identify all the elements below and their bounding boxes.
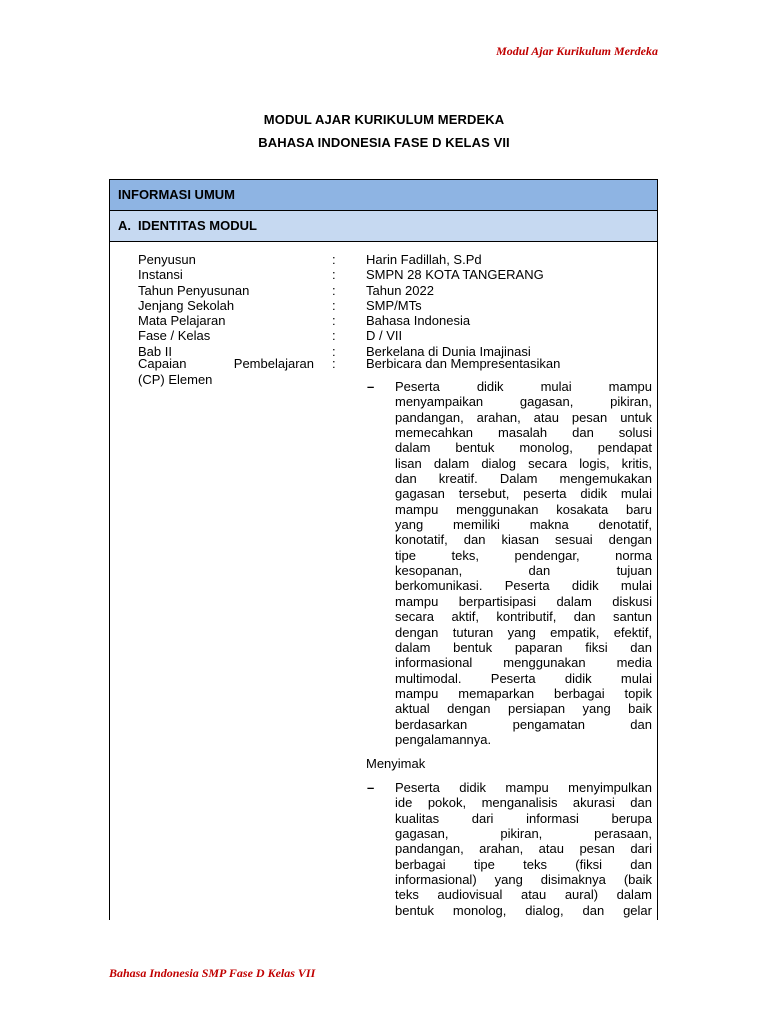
paragraph-line: konotatif, dan kiasan sesuai dengan — [395, 532, 652, 548]
paragraph-line: pandangan, arahan, atau pesan dari — [395, 841, 652, 857]
paragraph-berbicara — [395, 379, 652, 747]
identity-colon: : — [332, 328, 336, 344]
bullet-dash: – — [367, 780, 375, 795]
paragraph-line: secara aktif, kontributif, dan santun — [395, 609, 652, 625]
identity-value: SMP/MTs — [366, 297, 422, 313]
identity-label: Penyusun — [138, 252, 196, 267]
paragraph-line: berbagai tipe teks (fiksi dan — [395, 856, 652, 872]
identity-row — [110, 283, 657, 298]
identity-value: Harin Fadillah, S.Pd — [366, 252, 482, 267]
cp-colon: : — [332, 356, 336, 371]
identity-table — [109, 179, 658, 920]
bullet-dash: – — [367, 379, 375, 394]
paragraph-line: dan kreatif. Dalam mengemukakan — [395, 471, 652, 487]
document-title: MODUL AJAR KURIKULUM MERDEKA — [263, 112, 505, 127]
identity-row — [110, 252, 657, 267]
identity-colon: : — [332, 252, 336, 267]
paragraph-line: Peserta didik mampu menyimpulkan — [395, 780, 652, 795]
paragraph-line: informasional menggunakan media — [395, 655, 652, 671]
subsection-letter: A. — [118, 218, 131, 233]
paragraph-line: kesopanan, dan tujuan — [395, 563, 652, 579]
paragraph-line: berkomunikasi. Peserta didik mulai — [395, 578, 652, 594]
identity-row — [110, 313, 657, 328]
identity-row — [110, 328, 657, 343]
paragraph-line: berdasarkan pengamatan dan — [395, 716, 652, 732]
identity-colon: : — [332, 282, 336, 298]
paragraph-line: mampu berpartisipasi dalam diskusi — [395, 593, 652, 609]
paragraph-line: gagasan tersebut, peserta didik mulai — [395, 486, 652, 502]
paragraph-line: memecahkan masalah dan solusi — [395, 425, 652, 441]
paragraph-line: informasional) yang disimaknya (baik — [395, 872, 652, 888]
paragraph-line: kualitas dari informasi berupa — [395, 810, 652, 826]
paragraph-line: multimodal. Peserta didik mulai — [395, 670, 652, 686]
identity-colon: : — [332, 343, 336, 359]
identity-value: Tahun 2022 — [366, 282, 434, 298]
cp-label-line2: (CP) Elemen — [138, 372, 213, 387]
section-header: INFORMASI UMUM — [110, 180, 657, 211]
footer-note: Bahasa Indonesia SMP Fase D Kelas VII — [109, 966, 316, 980]
cp-value: Berbicara dan Mempresentasikan — [366, 356, 561, 371]
paragraph-line: Peserta didik mulai mampu — [395, 379, 652, 394]
identity-colon: : — [332, 313, 336, 329]
paragraph-line: dalam bentuk monolog, pendapat — [395, 440, 652, 456]
identity-label: Jenjang Sekolah — [138, 297, 235, 313]
paragraph-line: bentuk monolog, dialog, dan gelar — [395, 902, 652, 918]
cp-row — [110, 356, 657, 371]
paragraph-line: lisan dalam dialog secara logis, kritis, — [395, 455, 652, 471]
paragraph-line: ide pokok, menganalisis akurasi dan — [395, 795, 652, 811]
paragraph-line: dalam bentuk paparan fiksi dan — [395, 639, 652, 655]
paragraph-menyimak — [395, 780, 652, 918]
identity-label: Instansi — [138, 267, 183, 283]
identity-label: Mata Pelajaran — [138, 313, 226, 329]
paragraph-line: mampu memaparkan berbagai topik — [395, 685, 652, 701]
paragraph-line: teks audiovisual atau aural) dalam — [395, 887, 652, 903]
paragraph-line: mampu menggunakan kosakata baru — [395, 501, 652, 517]
paragraph-line: aktual dengan persiapan yang baik — [395, 701, 652, 717]
identity-value: Berkelana di Dunia Imajinasi — [366, 343, 531, 359]
paragraph-line: yang memiliki makna denotatif, — [395, 517, 652, 533]
identity-row — [110, 298, 657, 313]
cp-label — [138, 356, 314, 371]
paragraph-line: tipe teks, pendengar, norma — [395, 547, 652, 563]
paragraph-line: dengan tuturan yang empatik, efektif, — [395, 624, 652, 640]
identity-row — [110, 267, 657, 282]
paragraph-line: pandangan, arahan, atau pesan untuk — [395, 409, 652, 425]
identity-value: D / VII — [366, 328, 403, 344]
paragraph-line: gagasan, pikiran, perasaan, — [395, 826, 652, 842]
identity-rows — [110, 252, 657, 359]
subsection-label: IDENTITAS MODUL — [138, 218, 257, 233]
identity-label: Tahun Penyusunan — [138, 282, 250, 298]
identity-label: Fase / Kelas — [138, 328, 211, 344]
cp-label-word2: Pembelajaran — [233, 356, 314, 371]
identity-value: Bahasa Indonesia — [366, 313, 471, 329]
paragraph-line: menyampaikan gagasan, pikiran, — [395, 394, 652, 410]
subsection-header — [110, 211, 657, 242]
header-note: Modul Ajar Kurikulum Merdeka — [496, 44, 658, 58]
cp-label-word1: Capaian — [138, 356, 187, 371]
identity-label: Bab II — [138, 343, 172, 359]
paragraph-line: pengalamannya. — [395, 731, 492, 747]
identity-value: SMPN 28 KOTA TANGERANG — [366, 267, 544, 283]
identity-colon: : — [332, 267, 336, 283]
document-subtitle: BAHASA INDONESIA FASE D KELAS VII — [258, 135, 510, 150]
subheading-menyimak: Menyimak — [366, 756, 426, 771]
identity-colon: : — [332, 297, 336, 313]
